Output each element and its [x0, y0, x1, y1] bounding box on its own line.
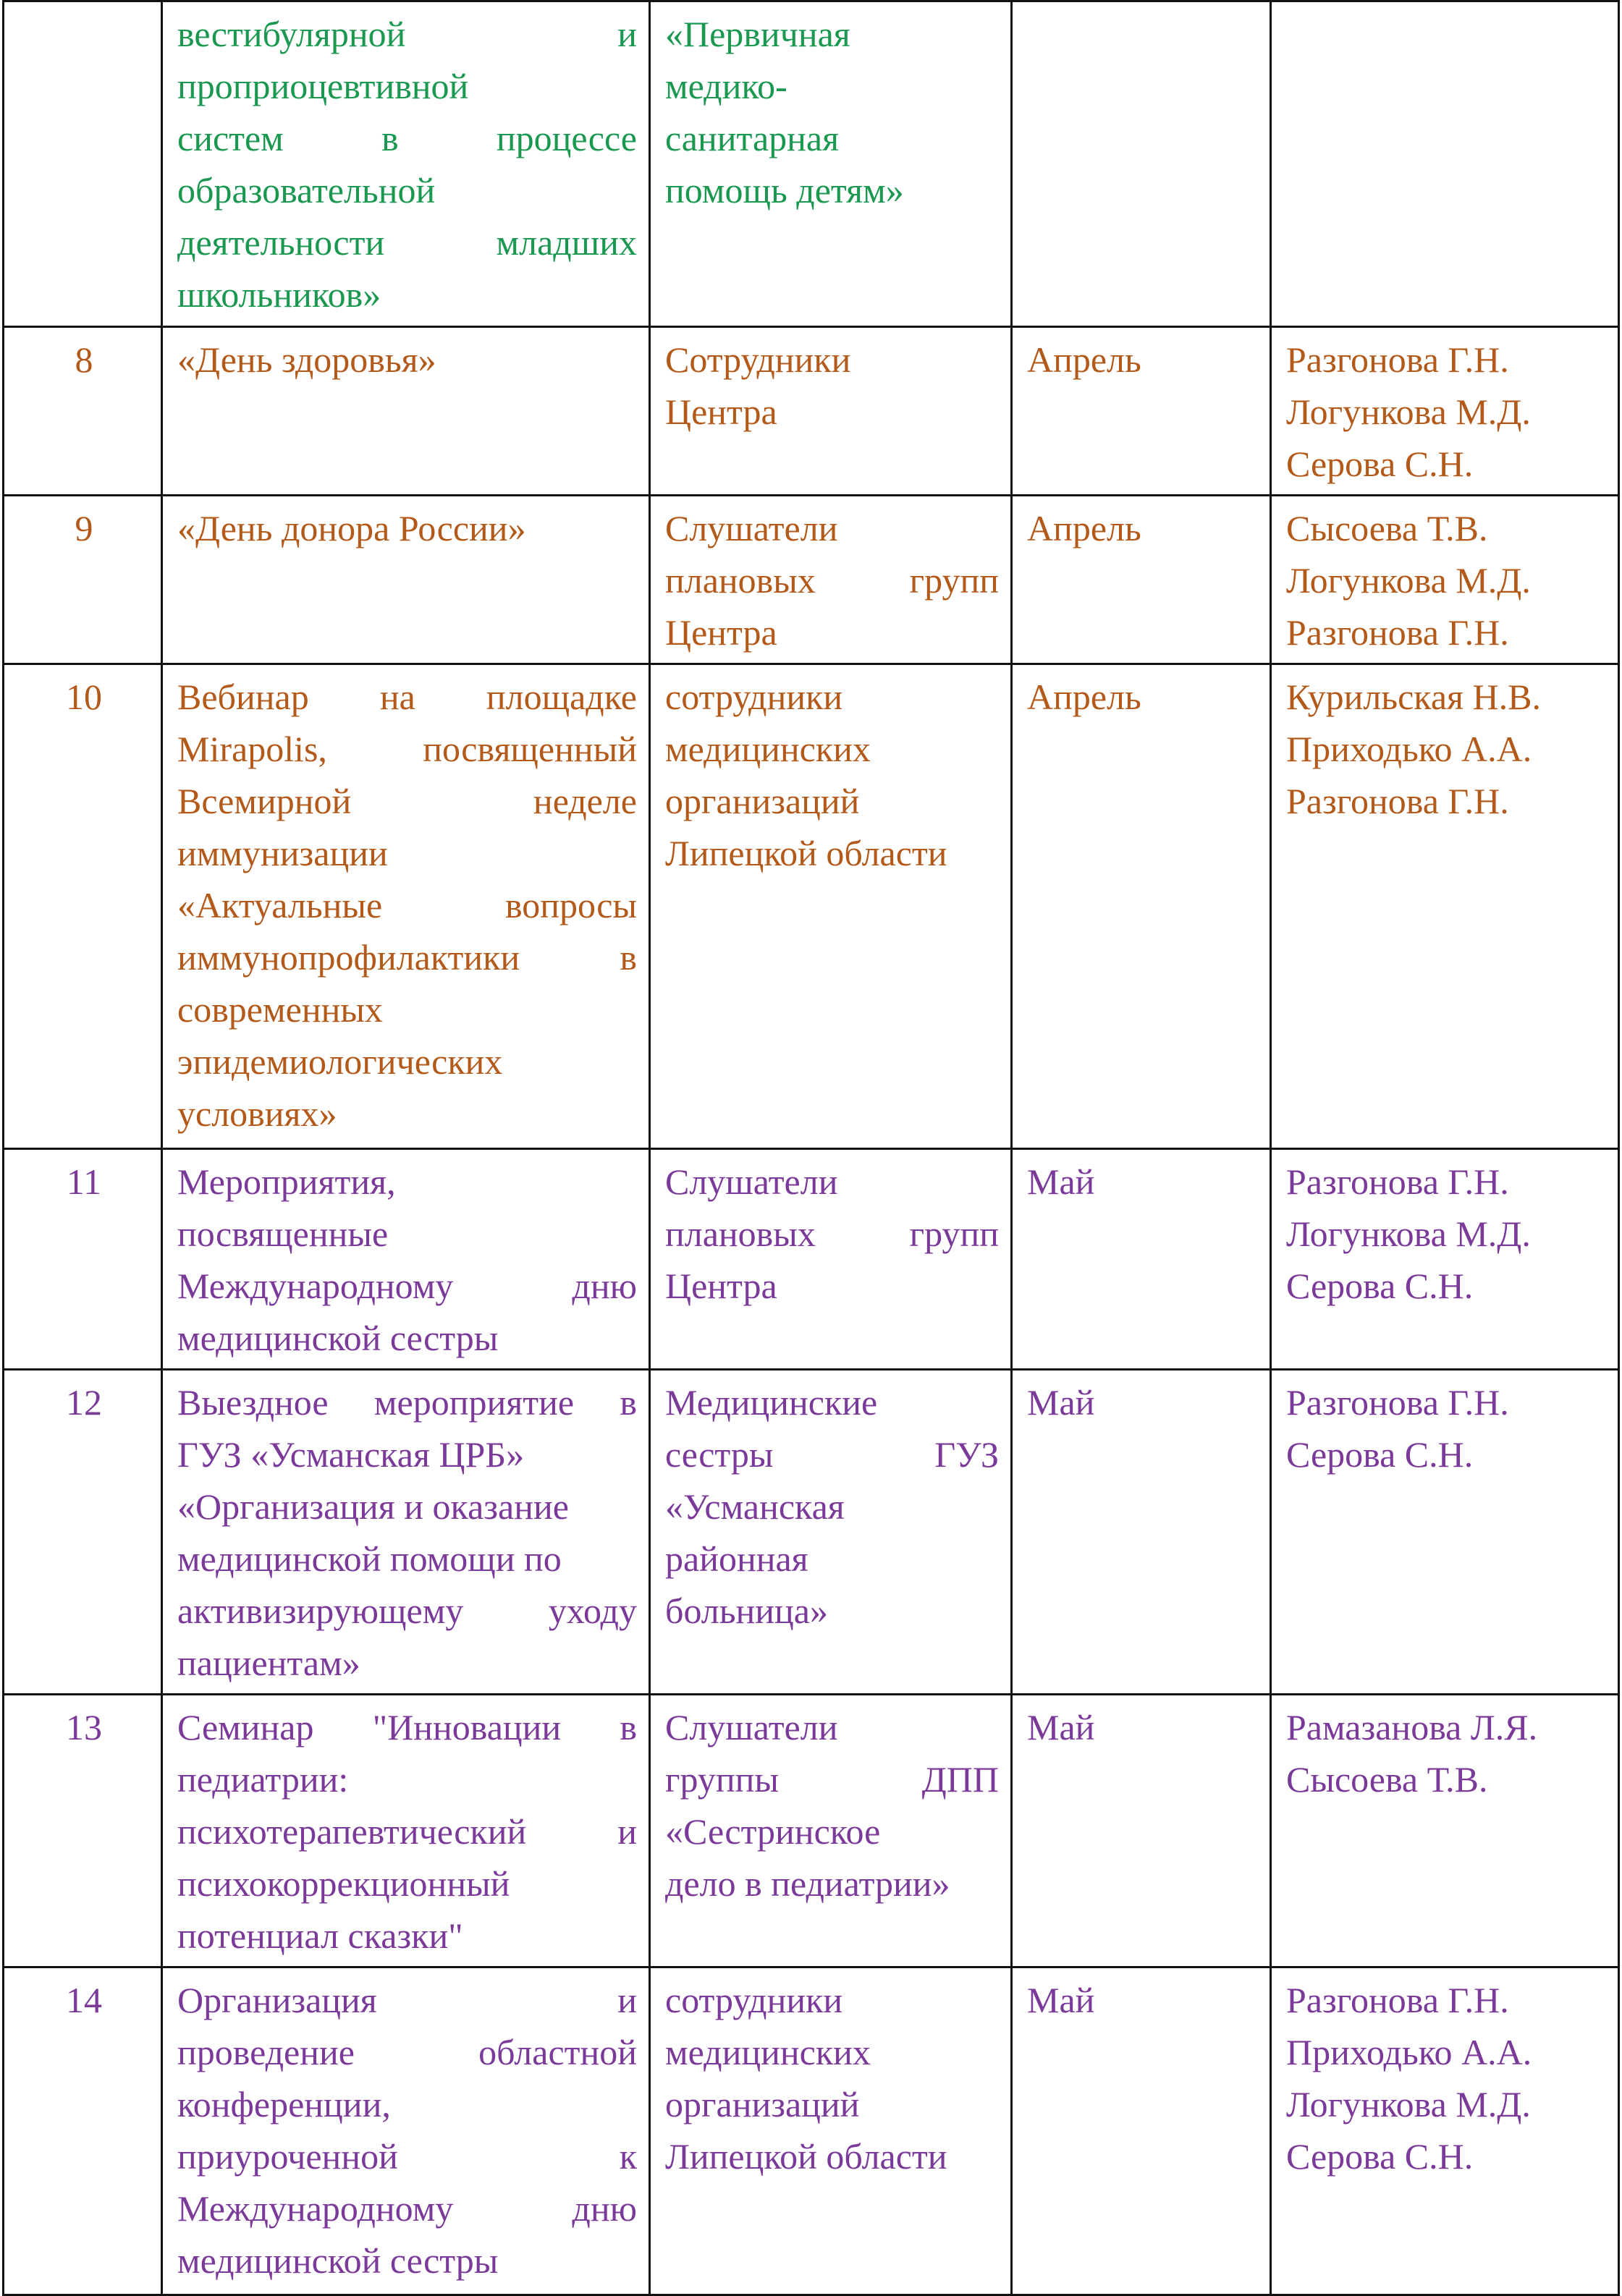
audience-line: плановых групп — [665, 560, 999, 601]
responsible-person: Логункова М.Д. — [1286, 1213, 1531, 1254]
event-name-line: медицинской сестры — [177, 2240, 499, 2281]
responsible-person: Разгонова Г.Н. — [1286, 1161, 1509, 1202]
responsible-person: Серова С.Н. — [1286, 444, 1474, 484]
row-number: 14 — [4, 1967, 162, 2295]
responsible-person: Разгонова Г.Н. — [1286, 781, 1509, 821]
row-number: 13 — [4, 1695, 162, 1967]
responsible-cell — [1271, 1967, 1619, 2295]
audience-cell — [650, 327, 1012, 496]
event-name-line: ГУЗ «Усманская ЦРБ» — [177, 1434, 525, 1475]
audience-line: Сотрудники — [665, 339, 851, 380]
audience-line: медико- — [665, 66, 787, 106]
event-name-line: образовательной — [177, 170, 436, 211]
responsible-person: Приходько А.А. — [1286, 729, 1532, 769]
event-name-line: приуроченной к — [177, 2136, 637, 2177]
event-name-line: школьников» — [177, 274, 381, 315]
responsible-person: Курильская Н.В. — [1286, 677, 1541, 717]
event-name-line: систем в процессе — [177, 118, 637, 158]
audience-line: «Сестринское — [665, 1811, 881, 1852]
event-name-line: Международному дню — [177, 1266, 637, 1306]
responsible-person: Приходько А.А. — [1286, 2032, 1532, 2072]
responsible-person: Логункова М.Д. — [1286, 391, 1531, 432]
audience-line: Липецкой области — [665, 2136, 947, 2177]
audience-cell — [650, 496, 1012, 664]
event-name-line: активизирующему уходу — [177, 1590, 637, 1631]
event-name-line: иммунизации — [177, 833, 388, 873]
audience-cell — [650, 1695, 1012, 1967]
responsible-cell — [1271, 1370, 1619, 1695]
date-cell: Май — [1012, 1695, 1271, 1967]
responsible-person: Разгонова Г.Н. — [1286, 339, 1509, 380]
audience-line: сестры ГУЗ — [665, 1434, 999, 1475]
audience-line: организаций — [665, 781, 860, 821]
event-name-cell — [162, 1, 650, 327]
audience-line: Слушатели — [665, 508, 838, 548]
audience-cell — [650, 1, 1012, 327]
responsible-person: Сысоева Т.В. — [1286, 1759, 1488, 1800]
table-row — [4, 496, 1619, 664]
event-name-line: проведение областной — [177, 2032, 637, 2072]
event-name-line: вестибулярной и — [177, 14, 637, 54]
row-number: 10 — [4, 664, 162, 1149]
responsible-person: Логункова М.Д. — [1286, 2084, 1531, 2125]
audience-line: медицинских — [665, 729, 871, 769]
audience-line: санитарная — [665, 118, 840, 158]
event-name-line: деятельности младших — [177, 222, 637, 263]
events-table — [2, 0, 1620, 2296]
audience-line: организаций — [665, 2084, 860, 2125]
event-name-cell — [162, 496, 650, 664]
responsible-cell — [1271, 664, 1619, 1149]
audience-line: медицинских — [665, 2032, 871, 2072]
date-cell — [1012, 1, 1271, 327]
table-row — [4, 327, 1619, 496]
event-name-cell — [162, 1967, 650, 2295]
event-name-line: Вебинар на площадке — [177, 677, 637, 717]
row-number: 12 — [4, 1370, 162, 1695]
event-name-line: Выездное мероприятие в — [177, 1382, 637, 1423]
event-name-line: «Организация и оказание — [177, 1486, 569, 1527]
audience-line: «Первичная — [665, 14, 850, 54]
event-name-line: Мероприятия, — [177, 1161, 396, 1202]
responsible-person: Сысоева Т.В. — [1286, 508, 1488, 548]
audience-line: дело в педиатрии» — [665, 1863, 950, 1904]
responsible-person: Серова С.Н. — [1286, 2136, 1474, 2177]
audience-line: сотрудники — [665, 677, 843, 717]
audience-line: сотрудники — [665, 1980, 843, 2020]
event-name-line: эпидемиологических — [177, 1041, 503, 1082]
events-table-body — [4, 1, 1619, 2295]
responsible-person: Серова С.Н. — [1286, 1434, 1474, 1475]
event-name-line: иммунопрофилактики в — [177, 937, 637, 978]
event-name-line: медицинской сестры — [177, 1318, 499, 1358]
event-name-line: условиях» — [177, 1093, 337, 1134]
audience-line: Центра — [665, 391, 777, 432]
audience-cell — [650, 1370, 1012, 1695]
event-name-line: «День донора России» — [177, 508, 526, 548]
event-name-line: посвященные — [177, 1213, 389, 1254]
responsible-person: Логункова М.Д. — [1286, 560, 1531, 601]
table-row — [4, 664, 1619, 1149]
audience-line: помощь детям» — [665, 170, 904, 211]
row-number: 9 — [4, 496, 162, 664]
event-name-line: Всемирной неделе — [177, 781, 637, 821]
audience-line: районная — [665, 1538, 808, 1579]
event-name-line: Организация и — [177, 1980, 637, 2020]
audience-cell — [650, 1149, 1012, 1370]
date-cell: Май — [1012, 1370, 1271, 1695]
event-name-line: педиатрии: — [177, 1759, 349, 1800]
audience-line: Центра — [665, 1266, 777, 1306]
event-name-line: «Актуальные вопросы — [177, 885, 637, 925]
row-number: 11 — [4, 1149, 162, 1370]
date-cell: Май — [1012, 1149, 1271, 1370]
event-name-line: психотерапевтический и — [177, 1811, 637, 1852]
audience-line: Липецкой области — [665, 833, 947, 873]
audience-line: Слушатели — [665, 1161, 838, 1202]
responsible-cell — [1271, 1, 1619, 327]
responsible-cell — [1271, 496, 1619, 664]
event-name-line: Mirapolis, посвященный — [177, 729, 637, 769]
event-name-line: пациентам» — [177, 1643, 360, 1683]
table-row — [4, 1370, 1619, 1695]
table-row — [4, 1967, 1619, 2295]
event-name-cell — [162, 1695, 650, 1967]
event-name-line: Международному дню — [177, 2188, 637, 2229]
responsible-person: Рамазанова Л.Я. — [1286, 1707, 1538, 1748]
event-name-line: Семинар "Инновации в — [177, 1707, 637, 1748]
date-cell: Апрель — [1012, 664, 1271, 1149]
table-row — [4, 1695, 1619, 1967]
audience-line: Слушатели — [665, 1707, 838, 1748]
responsible-person: Разгонова Г.Н. — [1286, 612, 1509, 653]
date-cell: Май — [1012, 1967, 1271, 2295]
responsible-person: Серова С.Н. — [1286, 1266, 1474, 1306]
audience-line: больница» — [665, 1590, 828, 1631]
event-name-cell — [162, 327, 650, 496]
responsible-cell — [1271, 1149, 1619, 1370]
table-row — [4, 1149, 1619, 1370]
event-name-line: конференции, — [177, 2084, 391, 2125]
audience-line: группы ДПП — [665, 1759, 999, 1800]
responsible-person: Разгонова Г.Н. — [1286, 1382, 1509, 1423]
date-cell: Апрель — [1012, 327, 1271, 496]
date-cell: Апрель — [1012, 496, 1271, 664]
event-name-cell — [162, 1370, 650, 1695]
responsible-cell — [1271, 327, 1619, 496]
audience-cell — [650, 1967, 1012, 2295]
audience-line: Медицинские — [665, 1382, 878, 1423]
responsible-person: Разгонова Г.Н. — [1286, 1980, 1509, 2020]
event-name-line: потенциал сказки" — [177, 1915, 463, 1956]
event-name-line: современных — [177, 989, 383, 1030]
event-name-cell — [162, 664, 650, 1149]
event-name-line: «День здоровья» — [177, 339, 436, 380]
responsible-cell — [1271, 1695, 1619, 1967]
event-name-line: медицинской помощи по — [177, 1538, 562, 1579]
audience-line: «Усманская — [665, 1486, 845, 1527]
event-name-line: проприоцевтивной — [177, 66, 469, 106]
row-number — [4, 1, 162, 327]
event-name-cell — [162, 1149, 650, 1370]
audience-line: плановых групп — [665, 1213, 999, 1254]
event-name-line: психокоррекционный — [177, 1863, 510, 1904]
table-row — [4, 1, 1619, 327]
row-number: 8 — [4, 327, 162, 496]
audience-cell — [650, 664, 1012, 1149]
audience-line: Центра — [665, 612, 777, 653]
